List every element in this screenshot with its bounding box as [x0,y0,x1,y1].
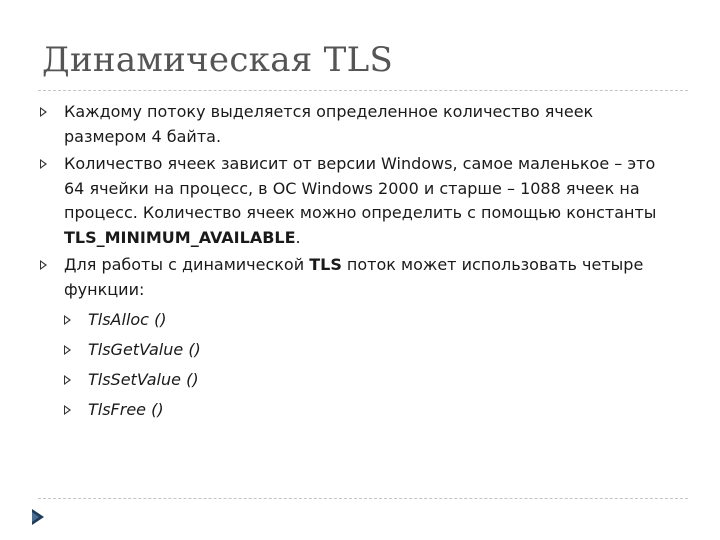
bullet-text: Для работы с динамической [64,255,310,274]
bullet-text: Количество ячеек зависит от версии Windows, самое маленькое – это 64 ячейки на процесс, в ОС Windows 2000 и старше – 1088 ячеек на процесс. Количество ячеек можно определить с помощью константы [64,154,657,222]
bullet-text: поток может использовать четыре функции: [64,255,644,299]
triangle-bullet-icon [64,345,71,355]
function-item [64,308,680,332]
triangle-bullet-icon [64,405,71,415]
bullet-text: . [295,227,301,247]
function-name: TlsGetValue () [88,340,201,359]
triangle-bullet-icon [64,375,71,385]
bullet-bold-text: TLS_MINIMUM_AVAILABLE [64,227,296,247]
list-item [40,152,680,250]
function-name: TlsAlloc () [88,310,167,329]
triangle-bullet-icon [40,260,47,270]
triangle-bullet-icon [40,107,47,117]
footer-divider [38,498,688,499]
function-name: TlsSetValue () [88,370,199,389]
list-item [40,100,680,149]
triangle-bullet-icon [40,159,47,169]
bullet-text: Каждому потоку выделяется определенное количество ячеек размером 4 байта. [64,102,594,146]
slide-content [40,100,680,422]
function-item [64,338,680,362]
slide-title: Динамическая TLS [42,40,394,80]
title-divider [38,90,688,91]
triangle-bullet-icon [64,315,71,325]
list-item [40,253,680,302]
bullet-bold-text: TLS [309,255,342,274]
function-name: TlsFree () [88,400,164,419]
function-item [64,368,680,392]
function-item [64,398,680,422]
corner-arrow-icon [30,508,46,526]
